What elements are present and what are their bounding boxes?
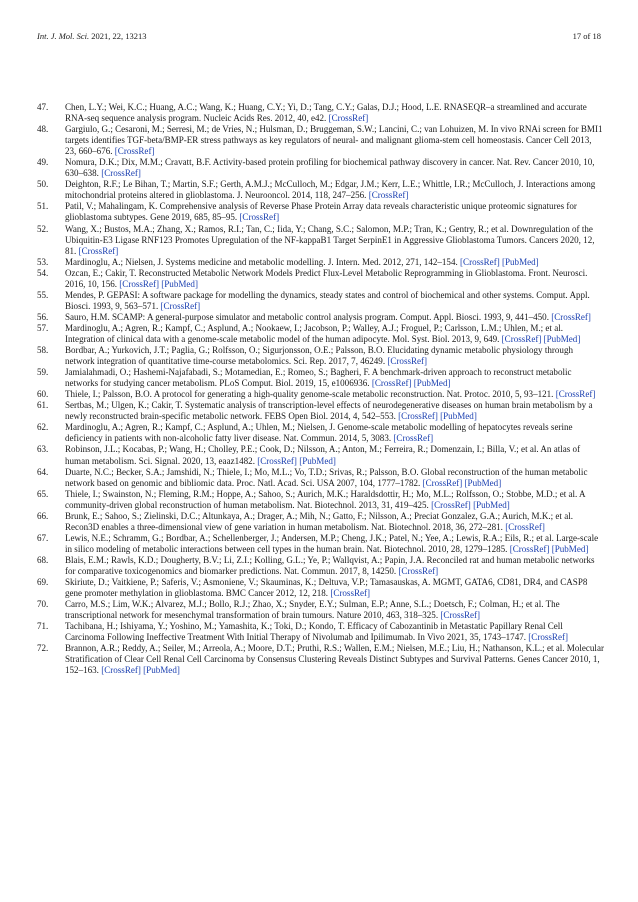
reference-item [37,345,604,367]
crossref-link[interactable]: [CrossRef] [431,499,471,510]
crossref-link[interactable]: [CrossRef] [501,333,542,344]
crossref-link[interactable]: [CrossRef] [101,168,141,179]
reference-citation: Sauro, H.M. SCAMP: A general-purpose simulator and metabolic control analysis program. Comput. Appl. Biosci. 1993, 9, 441–450. [65,311,549,322]
pubmed-link[interactable]: [PubMed] [440,411,477,422]
reference-text [65,179,604,201]
reference-text [65,511,604,533]
reference-number: 62. [37,422,49,433]
crossref-link[interactable]: [CrossRef] [114,146,155,157]
reference-item [37,124,604,157]
reference-item [37,577,604,599]
pubmed-link[interactable]: [PubMed] [299,455,336,466]
reference-citation: Thiele, I.; Palsson, B.O. A protocol for generating a high-quality genome-scale metabolic reconstruction. Nat. Protoc. 2010, 5, 93–121. [65,389,554,400]
reference-citation: Brannon, A.R.; Reddy, A.; Seiler, M.; Arreola, A.; Moore, D.T.; Pruthi, R.S.; Wallen, E.M.; Nielsen, M.E.; Liu, H.; Nathanson, K.L.; et al. Molecular Stratification of Clear Cell Renal Cell Carcinoma by Consensus Clustering Reveals Distinct Subtypes and Survival Patterns. Genes Cancer 2010, 1, 152–163. [65,643,604,676]
reference-text [65,389,604,400]
reference-citation: Wang, X.; Bustos, M.A.; Zhang, X.; Ramos, R.I.; Tan, C.; Iida, Y.; Chang, S.C.; Salomon, M.P.; Tran, K.; Gentry, R.; et al. Downregulation of the Ubiquitin-E3 Ligase RNF123 Promotes Upregulation of the NF-kappaB1 Target SerpinE1 in Aggressive Glioblastoma Tumors. Cancers 2020, 12, 81. [65,223,595,256]
reference-text [65,345,604,367]
reference-citation: Mardinoglu, A.; Agren, R.; Kampf, C.; Asplund, A.; Nookaew, I.; Jacobson, P.; Walley, A.J.; Froguel, P.; Carlsson, L.M.; Uhlen, M.; et al. Integration of clinical data with a genome-scale metabolic model of the human adipocyte. Mol. Syst. Biol. 2013, 9, 649. [65,322,564,344]
crossref-link[interactable]: [CrossRef] [440,610,481,621]
pubmed-link[interactable]: [PubMed] [413,378,451,389]
reference-text [65,444,604,466]
pubmed-link[interactable]: [PubMed] [551,543,589,554]
reference-text [65,422,604,444]
crossref-link[interactable]: [CrossRef] [393,433,434,444]
crossref-link[interactable]: [CrossRef] [528,632,568,643]
reference-number: 67. [37,532,49,543]
journal-name: Int. J. Mol. Sci. [37,31,90,41]
reference-citation: Bordbar, A.; Yurkovich, J.T.; Paglia, G.; Rolfsson, O.; Sigurjonsson, O.E.; Palsson, B.O. Elucidating dynamic metabolic physiology through network integration of quantitative time-course metabolomics. Sci. Rep. 2017, 7, 46249. [65,345,573,367]
crossref-link[interactable]: [CrossRef] [101,665,141,676]
reference-item [37,323,604,345]
reference-number: 69. [37,577,49,588]
reference-citation: Gargiulo, G.; Cesaroni, M.; Serresi, M.; de Vries, N.; Hulsman, D.; Bruggeman, S.W.; Lancini, C.; van Lohuizen, M. In vivo RNAi screen for BMI1 targets identifies TGF-beta/BMP-ER stress pathways as key regulators of neural- and malignant glioma-stem cell homeostasis. Cancer Cell 2013, 23, 660–676. [65,124,603,157]
reference-item [37,179,604,201]
reference-citation: Robinson, J.L.; Kocabas, P.; Wang, H.; Cholley, P.E.; Cook, D.; Nilsson, A.; Anton, M.; Ferreira, R.; Domenzain, I.; Billa, V.; et al. An atlas of human metabolism. Sci. Signal. 2020, 13, eaaz1482. [65,444,581,466]
reference-citation: Sertbas, M.; Ulgen, K.; Cakir, T. Systematic analysis of transcription-level effects of neurodegenerative diseases on human brain metabolism by a newly reconstructed brain-specific metabolic network. FEBS Open Biol. 2014, 4, 542–553. [65,400,593,422]
reference-number: 47. [37,102,49,112]
reference-text [65,577,604,599]
reference-citation: Mendes, P. GEPASI: A software package for modelling the dynamics, steady states and control of biochemical and other systems. Comput. Appl. Biosci. 1993, 9, 563–571. [65,289,590,311]
crossref-link[interactable]: [CrossRef] [555,389,596,400]
reference-text [65,467,604,489]
reference-citation: Lewis, N.E.; Schramm, G.; Bordbar, A.; Schellenberger, J.; Andersen, M.P.; Cheng, J.K.; Patel, N.; Yee, A.; Lewis, R.A.; Eils, R.; et al. Large-scale in silico modeling of metabolic interactions between cell types in the human brain. Nat. Biotechnol. 2010, 28, 1279–1285. [65,532,599,554]
reference-citation: Blais, E.M.; Rawls, K.D.; Dougherty, B.V.; Li, Z.I.; Kolling, G.L.; Ye, P.; Wallqvist, A.; Papin, J.A. Reconciled rat and human metabolic networks for comparative toxicogenomics and biomarker predictions. Nat. Commun. 2017, 8, 14250. [65,554,595,576]
reference-text [65,257,604,268]
reference-number: 54. [37,267,49,278]
reference-number: 63. [37,444,49,455]
crossref-link[interactable]: [CrossRef] [257,455,297,466]
reference-number: 59. [37,367,49,378]
reference-number: 70. [37,599,49,610]
reference-text [65,312,604,323]
reference-text [65,621,604,643]
reference-number: 68. [37,554,49,565]
crossref-link[interactable]: [CrossRef] [509,543,550,554]
reference-text [65,224,604,257]
reference-citation: Skiriute, D.; Vaitkiene, P.; Saferis, V.; Asmoniene, V.; Skauminas, K.; Deltuva, V.P.; Tamasauskas, A. MGMT, GATA6, CD81, DR4, and CASP8 gene promoter methylation in glioblastoma. BMC Cancer 2012, 12, 218. [65,577,588,599]
reference-item [37,489,604,511]
reference-number: 58. [37,345,49,356]
crossref-link[interactable]: [CrossRef] [78,245,119,256]
crossref-link[interactable]: [CrossRef] [160,300,201,311]
reference-number: 65. [37,488,49,499]
reference-citation: Brunk, E.; Sahoo, S.; Zielinski, D.C.; Altunkaya, A.; Drager, A.; Mih, N.; Gatto, F.; Nilsson, A.; Preciat Gonzalez, G.A.; Aurich, M.K.; et al. Recon3D enables a three-dimensional view of gene variation in human metabolism. Nat. Biotechnol. 2018, 36, 272–281. [65,510,574,532]
reference-number: 56. [37,311,49,322]
reference-text [65,268,604,290]
reference-text [65,157,604,179]
running-header [37,29,601,43]
reference-number: 48. [37,124,49,135]
reference-number: 72. [37,643,49,654]
pubmed-link[interactable]: [PubMed] [473,499,510,510]
crossref-link[interactable]: [CrossRef] [387,356,428,367]
pubmed-link[interactable]: [PubMed] [543,333,581,344]
pubmed-link[interactable]: [PubMed] [161,278,198,289]
reference-number: 64. [37,466,49,477]
reference-item [37,367,604,389]
reference-citation: Chen, L.Y.; Wei, K.C.; Huang, A.C.; Wang, K.; Huang, C.Y.; Yi, D.; Tang, C.Y.; Galas, D.J.; Hood, L.E. RNASEQR–a streamlined and accurate RNA-seq sequence analysis program. Nucleic Acids Res. 2012, 40, e42. [65,102,587,124]
reference-item [37,290,604,312]
reference-text [65,643,604,676]
reference-number: 66. [37,510,49,521]
reference-text [65,102,604,124]
reference-number: 49. [37,157,49,168]
crossref-link[interactable]: [CrossRef] [398,411,438,422]
reference-number: 55. [37,289,49,300]
reference-item [37,157,604,179]
reference-number: 52. [37,223,49,234]
reference-citation: Nomura, D.K.; Dix, M.M.; Cravatt, B.F. Activity-based protein profiling for biochemical pathway discovery in cancer. Nat. Rev. Cancer 2010, 10, 630–638. [65,157,595,179]
reference-text [65,367,604,389]
reference-citation: Deighton, R.F.; Le Bihan, T.; Martin, S.F.; Gerth, A.M.J.; McCulloch, M.; Edgar, J.M.; Kerr, L.E.; Whittle, I.R.; McCulloch, J. Interactions among mitochondrial proteins altered in glioblastoma. J. Neurooncol. 2014, 118, 247–256. [65,179,596,201]
reference-item [37,621,604,643]
reference-item [37,467,604,489]
reference-item [37,599,604,621]
pubmed-link[interactable]: [PubMed] [501,256,539,267]
reference-citation: Mardinoglu, A.; Nielsen, J. Systems medicine and metabolic modelling. J. Intern. Med. 2012, 271, 142–154. [65,256,458,267]
reference-number: 61. [37,400,49,411]
crossref-link[interactable]: [CrossRef] [505,521,545,532]
reference-item [37,201,604,223]
page-number: 17 of 18 [572,31,601,41]
pubmed-link[interactable]: [PubMed] [464,477,502,488]
reference-citation: Tachibana, H.; Ishiyama, Y.; Yoshino, M.; Yamashita, K.; Toki, D.; Kondo, T. Efficacy of Cabozantinib in Metastatic Papillary Renal Cell Carcinoma Following Ineffective Treatment With Initial Therapy of Nivolumab and Ipilimumab. In Vivo 2021, 35, 1743–1747. [65,621,563,643]
reference-citation: Thiele, I.; Swainston, N.; Fleming, R.M.; Hoppe, A.; Sahoo, S.; Aurich, M.K.; Haraldsdottir, H.; Mo, M.L.; Rolfsson, O.; Stobbe, M.D.; et al. A community-driven global reconstruction of human metabolism. Nat. Biotechnol. 2013, 31, 419–425. [65,488,586,510]
journal-citation [37,31,147,41]
reference-text [65,124,604,157]
reference-item [37,268,604,290]
reference-item [37,257,604,268]
crossref-link[interactable]: [CrossRef] [422,477,463,488]
reference-text [65,323,604,345]
reference-item [37,555,604,577]
reference-list [37,102,604,676]
reference-item [37,643,604,676]
reference-number: 50. [37,179,49,190]
reference-citation: Mardinoglu, A.; Agren, R.; Kampf, C.; Asplund, A.; Uhlen, M.; Nielsen, J. Genome-scale metabolic modelling of hepatocytes reveals serine deficiency in patients with non-alcoholic fatty liver disease. Nat. Commun. 2014, 5, 3083. [65,422,573,444]
reference-item [37,389,604,400]
reference-citation: Ozcan, E.; Cakir, T. Reconstructed Metabolic Network Models Predict Flux-Level Metabolic Reprogramming in Glioblastoma. Front. Neurosci. 2016, 10, 156. [65,267,588,289]
reference-number: 53. [37,256,49,267]
reference-item [37,533,604,555]
reference-item [37,102,604,124]
reference-number: 71. [37,621,49,632]
reference-citation: Patil, V.; Mahalingam, K. Comprehensive analysis of Reverse Phase Protein Array data reveals characteristic unique proteomic signatures for glioblastoma subtypes. Gene 2019, 685, 85–95. [65,201,577,223]
reference-item [37,312,604,323]
reference-text [65,400,604,422]
reference-number: 57. [37,322,49,333]
crossref-link[interactable]: [CrossRef] [460,256,500,267]
reference-item [37,444,604,466]
volume-info: 2021, 22, 13213 [91,31,147,41]
crossref-link[interactable]: [CrossRef] [551,311,591,322]
crossref-link[interactable]: [CrossRef] [398,565,439,576]
reference-text [65,489,604,511]
crossref-link[interactable]: [CrossRef] [239,212,280,223]
reference-citation: Carro, M.S.; Lim, W.K.; Alvarez, M.J.; Bollo, R.J.; Zhao, X.; Snyder, E.Y.; Sulman, E.P.; Anne, S.L.; Doetsch, F.; Colman, H.; et al. The transcriptional network for mesenchymal transformation of brain tumours. Nature 2010, 463, 318–325. [65,599,560,621]
reference-text [65,533,604,555]
reference-item [37,400,604,422]
reference-number: 60. [37,389,49,400]
crossref-link[interactable]: [CrossRef] [119,278,159,289]
reference-text [65,290,604,312]
reference-number: 51. [37,201,49,212]
reference-item [37,511,604,533]
crossref-link[interactable]: [CrossRef] [368,190,409,201]
crossref-link[interactable]: [CrossRef] [371,378,412,389]
reference-text [65,201,604,223]
crossref-link[interactable]: [CrossRef] [328,113,369,124]
reference-text [65,599,604,621]
reference-citation: Jamialahmadi, O.; Hashemi-Najafabadi, S.; Motamedian, E.; Romeo, S.; Bagheri, F. A benchmark-driven approach to reconstruct metabolic networks for studying cancer metabolism. PLoS Comput. Biol. 2019, 15, e1006936. [65,367,572,389]
reference-item [37,224,604,257]
reference-citation: Duarte, N.C.; Becker, S.A.; Jamshidi, N.; Thiele, I.; Mo, M.L.; Vo, T.D.; Srivas, R.; Palsson, B.O. Global reconstruction of the human metabolic network based on genomic and bibliomic data. Proc. Natl. Acad. Sci. USA 2007, 104, 1777–1782. [65,466,588,488]
pubmed-link[interactable]: [PubMed] [143,665,180,676]
reference-text [65,555,604,577]
crossref-link[interactable]: [CrossRef] [330,588,371,599]
reference-item [37,422,604,444]
